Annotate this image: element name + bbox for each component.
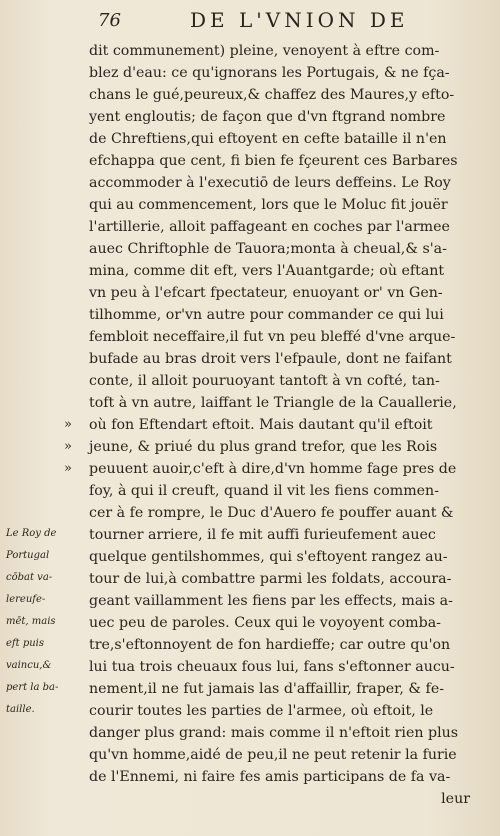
- margin-note-line: mēt, mais: [6, 616, 56, 627]
- page-header: [0, 8, 500, 34]
- text-line: toft à vn autre, laiffant le Triangle de la Cauallerie,: [89, 395, 457, 411]
- text-line: geant vaillamment les fiens par les effects, mais a-: [89, 593, 453, 609]
- text-line: danger plus grand: mais comme il n'eftoit rien plus: [89, 725, 459, 741]
- margin-note-line: cōbat va-: [6, 572, 53, 583]
- margin-note-line: Portugal: [6, 550, 50, 561]
- text-line: de Chreftiens,qui eftoyent en cefte bataille il n'en: [89, 131, 447, 147]
- text-line: conte, il alloit pouruoyant tantoft à vn cofté, tan-: [89, 373, 440, 389]
- text-line: vn peu à l'efcart fpectateur, enuoyant or' vn Gen-: [89, 285, 443, 301]
- text-line: lui tua trois cheuaux fous lui, fans s'eftonner aucu-: [89, 659, 455, 675]
- text-line: tre,s'eftonnoyent de fon hardieffe; car outre qu'on: [89, 637, 451, 653]
- quote-mark: »: [64, 439, 72, 454]
- quoted-line-wrapper: [64, 436, 494, 458]
- text-line: dit communement) pleine, venoyent à eftre com-: [89, 43, 440, 59]
- text-line: l'artillerie, alloit paffageant en coches par l'armee: [89, 219, 450, 235]
- margin-note-line: eft puis: [6, 638, 44, 649]
- text-line: cer à fe rompre, le Duc d'Auero fe pouffer auant &: [89, 505, 454, 521]
- quoted-line-wrapper: [64, 414, 494, 436]
- margin-note: [6, 523, 90, 721]
- text-line: mina, comme dit eft, vers l'Auantgarde; où eftant: [89, 263, 445, 279]
- margin-note-line: Le Roy de: [6, 528, 57, 539]
- text-line: qui au commencement, lors que le Moluc fit jouër: [89, 197, 448, 213]
- text-line: nement,il ne fut jamais las d'affaillir, fraper, & fe-: [89, 681, 445, 697]
- text-line: courir toutes les parties de l'armee, où eftoit, le: [89, 703, 434, 719]
- text-line: auec Chriftophle de Tauora;monta à cheual,& s'a-: [89, 241, 447, 257]
- quote-mark: »: [64, 461, 72, 476]
- catchword: leur: [441, 791, 470, 807]
- text-line: tour de lui,à combattre parmi les foldats, accoura-: [89, 571, 452, 587]
- quoted-line-wrapper: [64, 458, 494, 480]
- text-line: chans le gué,peureux,& chaffez des Maures,y efto-: [89, 87, 455, 103]
- margin-note-line: vaincu,&: [6, 660, 52, 671]
- text-line: peuuent auoir,c'eft à dire,d'vn homme fage pres de: [89, 461, 457, 477]
- text-line: qu'vn homme,aidé de peu,il ne peut retenir la furie: [89, 747, 457, 763]
- text-line: tilhomme, or'vn autre pour commander ce qui lui: [89, 307, 444, 323]
- text-line: accommoder à l'executiō de leurs deffeins. Le Roy: [89, 175, 451, 191]
- text-line: jeune, & priué du plus grand trefor, que les Rois: [89, 439, 438, 455]
- text-line: uec peu de paroles. Ceux qui le voyoyent comba-: [89, 615, 441, 631]
- running-head: DE L'VNION DE: [190, 8, 409, 32]
- text-line: bufade au bras droit vers l'efpaule, dont ne faifant: [89, 351, 452, 367]
- text-line: de l'Ennemi, ni faire fes amis participans de fa va-: [89, 769, 451, 785]
- margin-note-line: lereufe-: [6, 594, 46, 605]
- text-line: foy, à qui il creuft, quand il vit les fiens commen-: [89, 483, 439, 499]
- text-line: tourner arriere, il fe mit auffi furieufement auec: [89, 527, 436, 543]
- text-line: blez d'eau: ce qu'ignorans les Portugais, & ne fça-: [89, 65, 450, 81]
- text-line: efchappa que cent, fi bien fe fçeurent ces Barbares: [89, 153, 458, 169]
- text-line: où fon Eftendart eftoit. Mais dautant qu'il eftoit: [89, 417, 433, 433]
- margin-note-line: taille.: [6, 704, 35, 715]
- page-number: 76: [98, 10, 121, 31]
- main-text-block: [64, 40, 494, 810]
- margin-note-line: pert la ba-: [6, 682, 59, 693]
- text-line: quelque gentilshommes, qui s'eftoyent rangez au-: [89, 549, 448, 565]
- quote-mark: »: [64, 417, 72, 432]
- text-line: fembloit neceffaire,il fut vn peu bleffé d'vne arque-: [89, 329, 456, 345]
- text-line: yent engloutis; de façon que d'vn ftgrand nombre: [89, 109, 446, 125]
